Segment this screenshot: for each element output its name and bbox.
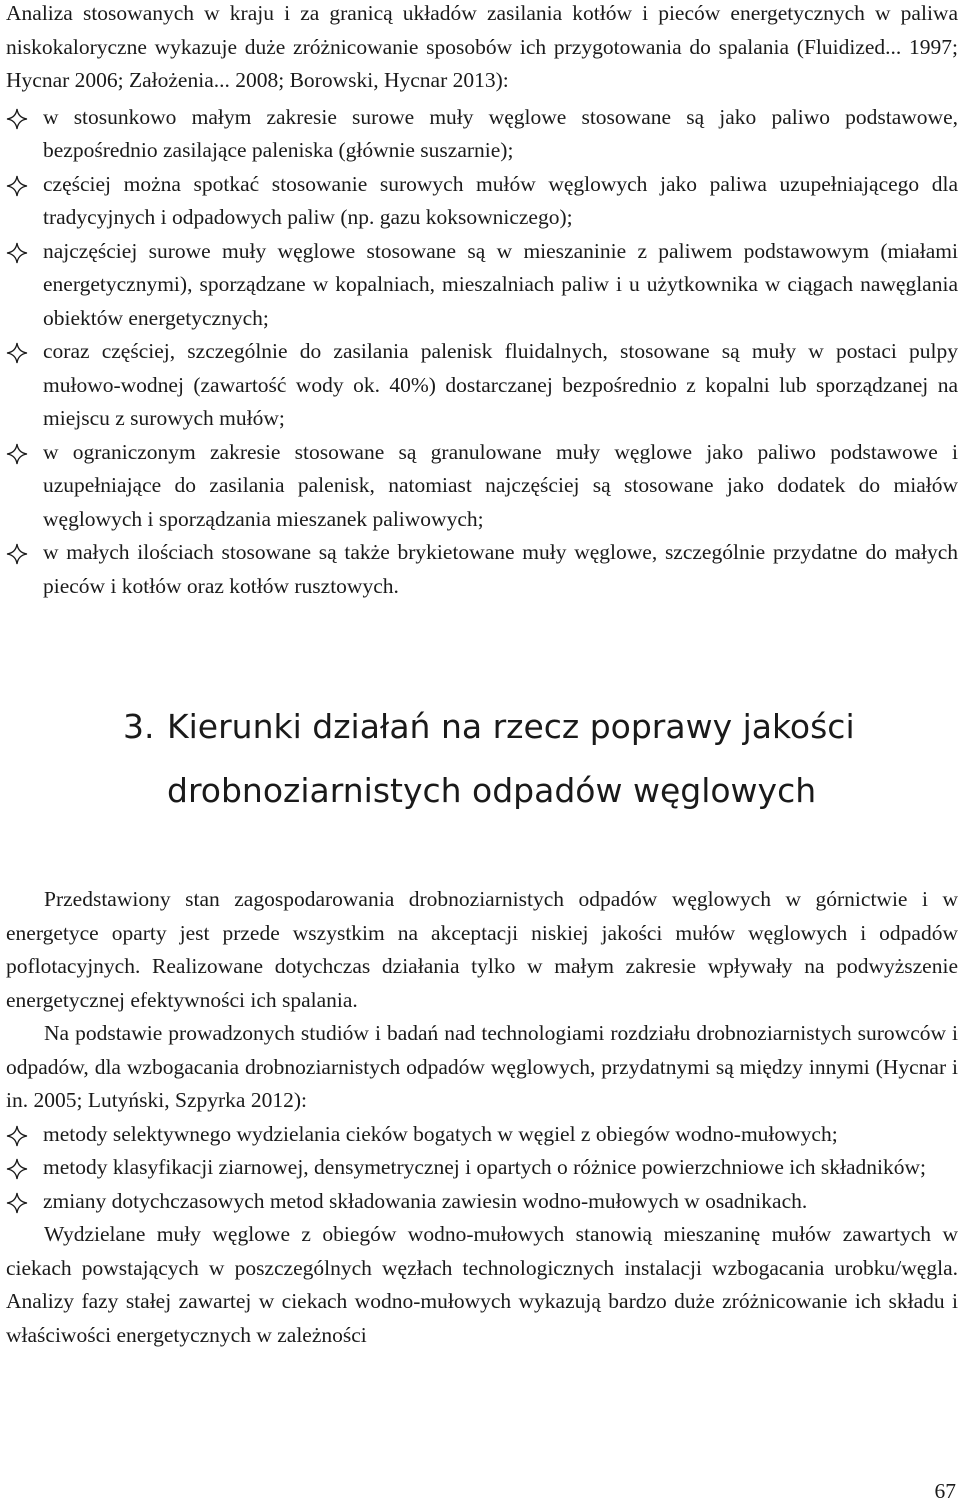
section-heading: [6, 695, 958, 823]
star-bullet-icon: [6, 1158, 28, 1180]
intro-paragraph: Analiza stosowanych w kraju i za granicą układów zasilania kotłów i pieców energetycznych w paliwa niskokaloryczne wykazuje duże zróżnicowanie sposobów ich przygotowania do spalania (Fluidized... 1997; Hycnar 2006; Założenia... 2008; Borowski, Hycnar 2013):: [6, 1, 958, 92]
list-item-text: częściej można spotkać stosowanie surowych mułów węglowych jako paliwa uzupełniającego dla tradycyjnych i odpadowych paliw (np. gazu koksowniczego);: [43, 171, 958, 229]
list-item-text: metody selektywnego wydzielania cieków bogatych w węgiel z obiegów wodno-mułowych;: [43, 1121, 838, 1146]
star-bullet-icon: [6, 108, 28, 130]
star-bullet-icon: [6, 1125, 28, 1147]
star-bullet-icon: [6, 175, 28, 197]
list-item-text: najczęściej surowe muły węglowe stosowane są w mieszaninie z paliwem podstawowym (miałami energetycznymi), sporządzane w kopalniach, mieszalniach paliw i u użytkownika w ciągach nawęglania obiektów energetycznych;: [43, 238, 958, 330]
list-item-text: w stosunkowo małym zakresie surowe muły węglowe stosowane są jako paliwo podstawowe, bezpośrednio zasilające paleniska (głównie suszarnie);: [43, 104, 958, 162]
list-item: [6, 1118, 958, 1152]
list-item-text: zmiany dotychczasowych metod składowania zawiesin wodno-mułowych w osadnikach.: [43, 1188, 808, 1213]
section-title-line2: drobnoziarnistych odpadów węglowych: [167, 771, 817, 810]
list-item: [6, 1185, 958, 1219]
section-number: 3.: [123, 707, 155, 746]
fuel-preparation-list: [6, 101, 958, 604]
section-heading-block: [6, 695, 958, 823]
body-paragraph: Przedstawiony stan zagospodarowania drobnoziarnistych odpadów węglowych w górnictwie i w energetyce oparty jest przede wszystkim na akceptacji niskiej jakości mułów węglowych i odpadów poflotacyjnych. Realizowane dotychczas działania tylko w małym zakresie wpływały na podwyższenie energetycznej efektywności ich spalania.: [6, 887, 958, 1012]
page-number: 67: [934, 1479, 956, 1503]
star-bullet-icon: [6, 242, 28, 264]
list-item-text: w małych ilościach stosowane są także brykietowane muły węglowe, szczególnie przydatne do małych pieców i kotłów oraz kotłów rusztowych.: [43, 540, 958, 598]
list-item: [6, 168, 958, 235]
body-paragraph: Wydzielane muły węglowe z obiegów wodno-mułowych stanowią mieszaninę mułów zawartych w ciekach powstających w poszczególnych węzłach technologicznych instalacji wzbogacania urobku/węgla. Analizy fazy stałej zawartej w ciekach wodno-mułowych wykazują bardzo duże zróżnicowanie ich składu i właściwości energetycznych w zależności: [6, 1222, 958, 1347]
list-item: [6, 235, 958, 336]
list-item: [6, 436, 958, 537]
star-bullet-icon: [6, 543, 28, 565]
list-item: [6, 101, 958, 168]
section-title-line1: Kierunki działań na rzecz poprawy jakości: [167, 707, 855, 746]
body-paragraph: Na podstawie prowadzonych studiów i badań nad technologiami rozdziału drobnoziarnistych surowców i odpadów, dla wzbogacania drobnoziarnistych odpadów węglowych, przydatnymi są między innymi (Hycnar i in. 2005; Lutyński, Szpyrka 2012):: [6, 1021, 958, 1112]
list-item: [6, 335, 958, 436]
list-item: [6, 536, 958, 603]
star-bullet-icon: [6, 1192, 28, 1214]
list-item: [6, 1151, 958, 1185]
list-item-text: coraz częściej, szczególnie do zasilania palenisk fluidalnych, stosowane są muły w postaci pulpy mułowo-wodnej (zawartość wody ok. 40%) dostarczanej bezpośrednio z kopalni lub sporządzanej na miejscu z surowych mułów;: [43, 339, 958, 430]
star-bullet-icon: [6, 342, 28, 364]
list-item-text: w ograniczonym zakresie stosowane są granulowane muły węglowe jako paliwo podstawowe i uzupełniające do zasilania palenisk, natomiast najczęściej są stosowane jako dodatek do miałów węglowych i sporządzania mieszanek paliwowych;: [43, 439, 958, 531]
document-page: [6, 0, 958, 1352]
star-bullet-icon: [6, 443, 28, 465]
list-item-text: metody klasyfikacji ziarnowej, densymetrycznej i opartych o różnice powierzchniowe ich składników;: [43, 1155, 926, 1179]
enrichment-methods-list: [6, 1118, 958, 1219]
